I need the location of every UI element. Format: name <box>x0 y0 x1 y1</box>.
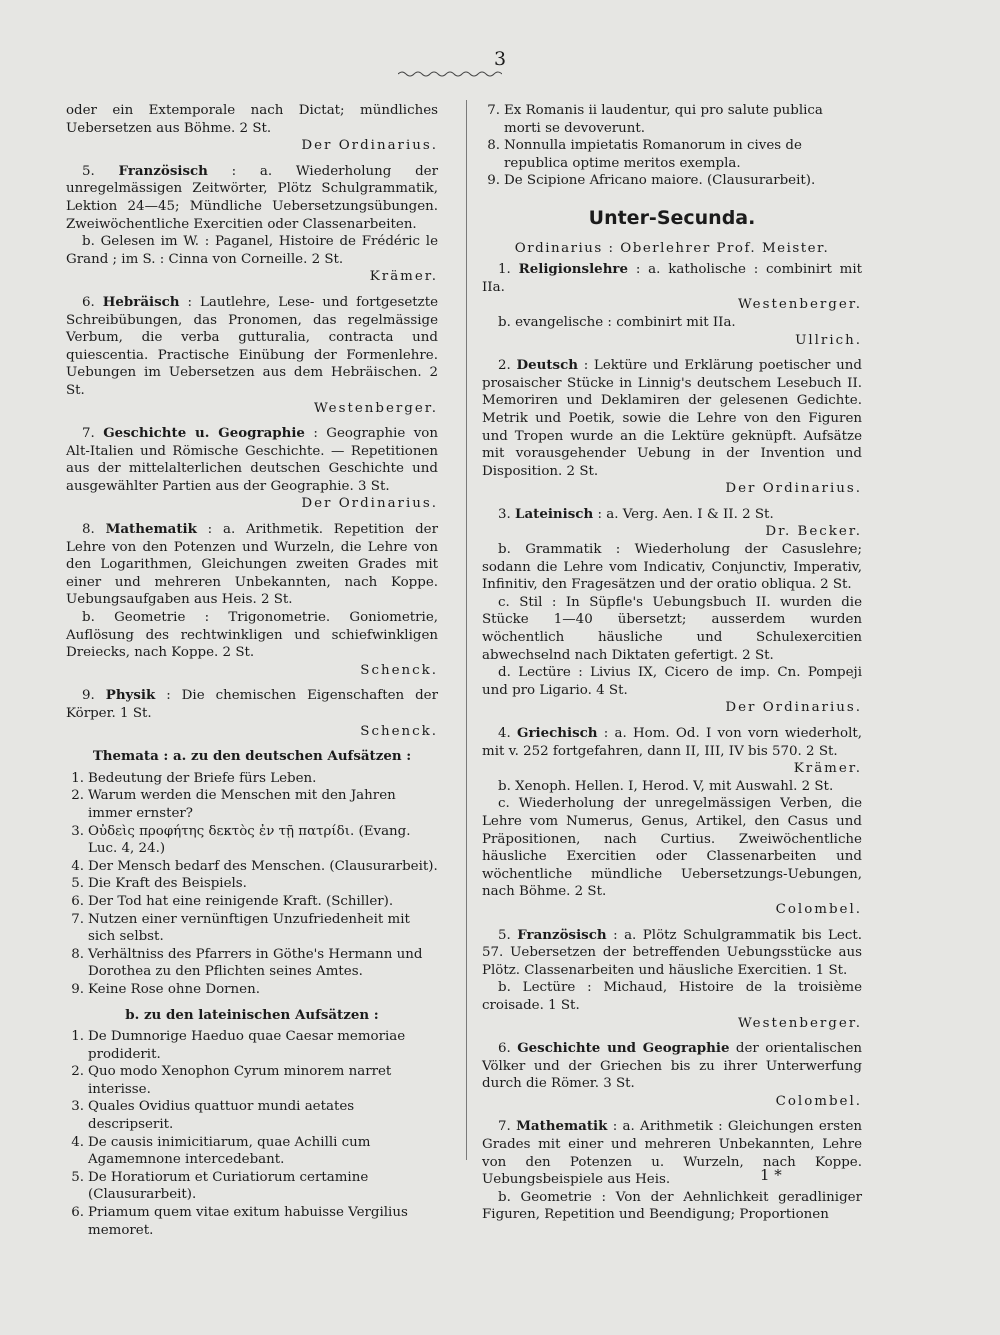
subject-paragraph: d. Lectüre : Livius IX, Cicero de imp. Cn. Pompeji und pro Ligario. 4 St. <box>482 665 862 698</box>
teacher-name: Der Ordinarius. <box>725 481 862 497</box>
subject-block: 3. Lateinisch : a. Verg. Aen. I & II. 2 St. Dr. Becker. b. Grammatik : Wiederholung der Casuslehre; sodann die Lehre vom Indicativ, Conjunctiv, Imperativ, Infinitiv, den Fragesätzen und der oratio obliqua. 2 St. c. Stil : In Süpfle's Uebungsbuch II. wurden die Stücke 1—40 übersetzt; ausserdem wurden wöchentlich häusliche und Schulexercitien abwechselnd nach Diktaten gefertigt. 2 St. d. Lectüre : Livius IX, Cicero de imp. Cn. Pompeji und pro Ligario. 4 St. Der Ordinarius. <box>482 505 862 716</box>
list-item: 1. De Dumnorige Haeduo quae Caesar memoriae prodiderit. <box>71 1029 406 1062</box>
subject-paragraph: a. Plötz Schulgrammatik bis Lect. 57. Uebersetzen der betreffenden Uebungsstücke aus Plötz. Classenarbeiten und häusliche Exercitien. 1 St. <box>482 927 862 978</box>
subject-paragraph: a. Arithmetik : Gleichungen ersten Grades mit einer und mehreren Unbekannten, Lehre von den Potenzen u. Wurzeln, nach Koppe. Uebungsbeispiele aus Heis. <box>482 1119 862 1188</box>
subject-name: Physik <box>105 687 156 704</box>
list-item: 7. Ex Romanis ii laudentur, qui pro salute publica morti se devoverunt. <box>487 103 823 136</box>
german-topics-list <box>66 770 438 999</box>
list-item: 9. Keine Rose ohne Dornen. <box>71 981 260 997</box>
list-item: 6. Der Tod hat eine reinigende Kraft. (Schiller). <box>71 893 394 909</box>
subject-paragraph: Die chemischen Eigenschaften der Körper. 1 St. <box>66 688 438 721</box>
continuation-block <box>66 102 438 155</box>
teacher-name: Der Ordinarius. <box>301 138 438 154</box>
page-number: 3 <box>493 48 507 70</box>
subject-number: 7. <box>498 1119 511 1135</box>
subject-number: 1. <box>498 262 511 278</box>
teacher-name: Westenberger. <box>738 297 862 313</box>
list-item: 3. Οὐδεὶς προφήτης δεκτὸς ἐν τῇ πατρίδι. (Evang. Luc. 4, 24.) <box>71 823 411 857</box>
subject-number: 6. <box>498 1041 511 1057</box>
subject-number: 6. <box>82 294 95 310</box>
subject-block: 5. Französisch : a. Plötz Schulgrammatik bis Lect. 57. Uebersetzen der betreffenden Uebungsstücke aus Plötz. Classenarbeiten und häusliche Exercitien. 1 St. b. Lectüre : Michaud, Histoire de la troisième croisade. 1 St. Westenberger. <box>482 926 862 1031</box>
list-item: 2. Warum werden die Menschen mit den Jahren immer ernster? <box>71 788 396 821</box>
subject-paragraph: b. Grammatik : Wiederholung der Casuslehre; sodann die Lehre vom Indicativ, Conjunctiv, Imperativ, Infinitiv, den Fragesätzen und der oratio obliqua. 2 St. <box>482 542 862 593</box>
subject-paragraph: b. evangelische : combinirt mit IIa. <box>498 314 736 330</box>
right-column <box>482 102 862 1232</box>
subject-paragraph: c. Wiederholung der unregelmässigen Verben, die Lehre vom Numerus, Genus, Artikel, den Casus und Präpositionen, nach Curtius. Zweiwöchentliche häusliche Exercitien oder Classenarbeiten und wöchentliche mündliche Uebersetzungs-Uebungen, nach Böhme. 2 St. <box>482 796 862 900</box>
subject-number: 9. <box>82 688 95 704</box>
subject-block: 2. Deutsch : Lektüre und Erklärung poetischer und prosaischer Stücke in Linnig's deutschem Lesebuch II. Memoriren und Deklamiren der gelesenen Gedichte. Metrik und Poetik, sowie die Lehre von den Figuren und Tropen wurde an die Lektüre geknüpft. Aufsätze mit vorausgehender Uebung in der Invention und Disposition. 2 St. Der Ordinarius. <box>482 357 862 497</box>
subject-name: Griechisch <box>517 725 598 741</box>
left-column <box>66 102 438 1245</box>
list-item: 7. Nutzen einer vernünftigen Unzufriedenheit mit sich selbst. <box>71 911 410 945</box>
teacher-name: Westenberger. <box>314 400 438 416</box>
subject-paragraph: c. Stil : In Süpfle's Uebungsbuch II. wurden die Stücke 1—40 übersetzt; ausserdem wurden wöchentlich häusliche und Schulexercitien abwechselnd nach Diktaten gefertigt. 2 St. <box>482 594 862 663</box>
list-item: 4. Der Mensch bedarf des Menschen. (Clausurarbeit). <box>71 858 438 874</box>
continuation-text: oder ein Extemporale nach Dictat; mündliches Uebersetzen aus Böhme. 2 St. <box>66 103 438 136</box>
subject-paragraph: b. Gelesen im W. : Paganel, Histoire de Frédéric le Grand ; im S. : Cinna von Corneille. 2 St. <box>66 234 438 267</box>
list-item: 5. De Horatiorum et Curiatiorum certamine (Clausurarbeit). <box>71 1169 369 1203</box>
themata-heading: Themata : a. zu den deutschen Aufsätzen : <box>92 748 412 765</box>
subject-paragraph: b. Geometrie : Von der Aehnlichkeit geradliniger Figuren, Repetition und Beendigung; Proportionen <box>482 1189 862 1223</box>
subject-paragraph: b. Lectüre : Michaud, Histoire de la troisième croisade. 1 St. <box>482 980 862 1013</box>
subject-paragraph: Lautlehre, Lese- und fortgesetzte Schreibübungen, das Pronomen, das regelmässige Verbum, die verba gutturalia, contracta und quiescentia. Practische Einübung der Formenlehre. Uebungen im Uebersetzen aus dem Hebräischen. 2 St. <box>66 294 438 398</box>
subject-block: 5. Französisch : a. Wiederholung der unregelmässigen Zeitwörter, Plötz Schulgrammatik, Lektion 24—45; Mündliche Uebersetzungsübungen. Zweiwöchentliche Exercitien oder Classenarbeiten. b. Gelesen im W. : Paganel, Histoire de Frédéric le Grand ; im S. : Cinna von Corneille. 2 St. Krämer. <box>66 162 438 285</box>
list-item: 2. Quo modo Xenophon Cyrum minorem narret interisse. <box>71 1064 392 1097</box>
teacher-name: Westenberger. <box>738 1015 862 1031</box>
subject-number: 4. <box>498 726 511 741</box>
subject-number: 5. <box>82 163 95 179</box>
subject-name: Mathematik <box>105 521 197 538</box>
section-title: Unter-Secunda. <box>588 206 756 229</box>
subject-block: 6. Hebräisch : Lautlehre, Lese- und fortgesetzte Schreibübungen, das Pronomen, das regelmässige Verbum, die verba gutturalia, contracta und quiescentia. Practische Einübung der Formenlehre. Uebungen im Uebersetzen aus dem Hebräischen. 2 St. Westenberger. <box>66 293 438 416</box>
subject-block: 9. Physik : Die chemischen Eigenschaften der Körper. 1 St. Schenck. <box>66 687 438 739</box>
list-item: 4. De causis inimicitiarum, quae Achilli cum Agamemnone intercedebant. <box>71 1134 371 1168</box>
subject-paragraph: a. katholische : combinirt mit IIa. <box>482 262 863 295</box>
latin-topics-cont-list <box>482 102 862 190</box>
subject-name: Religionslehre <box>518 261 629 278</box>
teacher-name: Schenck. <box>360 723 438 739</box>
subject-block: 8. Mathematik : a. Arithmetik. Repetition der Lehre von den Potenzen und Wurzeln, die Lehre von den Logarithmen, Gleichungen zweiten Grades mit einer und mehreren Unbekannten, nach Koppe. Uebungsaufgaben aus Heis. 2 St. b. Geometrie : Trigonometrie. Goniometrie, Auflösung des rechtwinkligen und schiefwinkligen Dreiecks, nach Koppe. 2 St. Schenck. <box>66 521 438 678</box>
teacher-name: Ullrich. <box>795 332 862 348</box>
subject-paragraph: Geographie von Alt-Italien und Römische Geschichte. — Repetitionen aus der mittelalterlichen deutschen Geschichte und ausgewählter Partien aus der Geographie. 3 St. <box>66 426 438 494</box>
subject-paragraph: der orientalischen Völker und der Griechen bis zu ihrer Unterwerfung durch die Römer. 3 St. <box>482 1041 862 1092</box>
list-item: 5. Die Kraft des Beispiels. <box>71 876 247 892</box>
list-item: 1. Bedeutung der Briefe fürs Leben. <box>71 770 317 786</box>
subject-paragraph: b. Xenoph. Hellen. I, Herod. V, mit Auswahl. 2 St. <box>498 778 834 794</box>
list-item: 3. Quales Ovidius quattuor mundi aetates descripserit. <box>71 1099 355 1133</box>
teacher-name: Schenck. <box>360 662 438 678</box>
subject-name: Geschichte u. Geographie <box>103 425 305 442</box>
subject-name: Französisch <box>517 926 607 943</box>
teacher-name: Dr. Becker. <box>765 524 862 540</box>
ordinarius-line: Ordinarius : Oberlehrer Prof. Meister. <box>514 240 830 256</box>
subject-name: Hebräisch <box>102 293 180 310</box>
subject-block: 1. Religionslehre : a. katholische : combinirt mit IIa. Westenberger. b. evangelische : combinirt mit IIa. Ullrich. <box>482 261 863 348</box>
list-item: 8. Nonnulla impietatis Romanorum in cives de republica optime meritos exempla. <box>487 138 802 171</box>
latin-topics-list <box>66 1028 438 1239</box>
list-item: 6. Priamum quem vitae exitum habuisse Vergilius memoret. <box>71 1205 408 1238</box>
teacher-name: Colombel. <box>775 901 862 917</box>
subject-name: Geschichte und Geographie <box>517 1040 730 1057</box>
teacher-name: Krämer. <box>793 761 862 777</box>
column-divider <box>466 100 467 1160</box>
subject-paragraph: Lektüre und Erklärung poetischer und prosaischer Stücke in Linnig's deutschem Lesebuch II. Memoriren und Deklamiren der gelesenen Gedichte. Metrik und Poetik, sowie die Lehre von den Figuren und Tropen wurde an die Lektüre geknüpft. Aufsätze mit vorausgehender Uebung in der Invention und Disposition. 2 St. <box>482 358 862 479</box>
subject-paragraph: b. Geometrie : Trigonometrie. Goniometrie, Auflösung des rechtwinkligen und schiefwinkligen Dreiecks, nach Koppe. 2 St. <box>66 610 438 661</box>
subject-block: 7. Mathematik : a. Arithmetik : Gleichungen ersten Grades mit einer und mehreren Unbekannten, Lehre von den Potenzen u. Wurzeln, nach Koppe. Uebungsbeispiele aus Heis. b. Geometrie : Von der Aehnlichkeit geradliniger Figuren, Repetition und Beendigung; Proportionen <box>482 1118 862 1223</box>
subject-number: 7. <box>82 426 95 442</box>
subject-number: 5. <box>498 927 511 943</box>
teacher-name: Colombel. <box>775 1093 862 1109</box>
subject-block <box>482 1040 862 1110</box>
subject-number: 8. <box>82 522 95 538</box>
subject-block: 7. Geschichte u. Geographie : Geographie von Alt-Italien und Römische Geschichte. — Repetitionen aus der mittelalterlichen deutschen Geschichte und ausgewählter Partien aus der Geographie. 3 St. Der Ordinarius. <box>66 425 438 512</box>
list-item: 9. De Scipione Africano maiore. (Clausurarbeit). <box>487 173 816 189</box>
subject-paragraph: a. Verg. Aen. I & II. 2 St. <box>606 506 774 522</box>
subject-name: Lateinisch <box>515 505 594 522</box>
teacher-name: Der Ordinarius. <box>725 700 862 716</box>
subject-paragraph: a. Arithmetik. Repetition der Lehre von den Potenzen und Wurzeln, die Lehre von den Logarithmen, Gleichungen zweiten Grades mit einer und mehreren Unbekannten, nach Koppe. Uebungsaufgaben aus Heis. 2 St. <box>66 522 438 608</box>
list-item: 8. Verhältniss des Pfarrers in Göthe's Hermann und Dorothea zu den Pflichten seines Amtes. <box>71 946 423 980</box>
subject-paragraph: a. Hom. Od. I von vorn wiederholt, mit v. 252 fortgefahren, dann II, III, IV bis 570. 2 St. <box>482 726 862 759</box>
teacher-name: Der Ordinarius. <box>301 496 438 512</box>
signature-mark: 1 * <box>760 1166 782 1184</box>
subject-name: Deutsch <box>516 357 578 374</box>
subject-name: Französisch <box>118 162 208 179</box>
subject-name: Mathematik <box>516 1118 608 1135</box>
subject-paragraph: a. Wiederholung der unregelmässigen Zeitwörter, Plötz Schulgrammatik, Lektion 24—45; Mündliche Uebersetzungsübungen. Zweiwöchentliche Exercitien oder Classenarbeiten. <box>66 163 438 232</box>
ornament-wave <box>398 70 502 78</box>
subject-number: 3. <box>498 506 511 522</box>
subject-block: 4. Griechisch : a. Hom. Od. I von vorn wiederholt, mit v. 252 fortgefahren, dann II, III, IV bis 570. 2 St. Krämer. b. Xenoph. Hellen. I, Herod. V, mit Auswahl. 2 St. c. Wiederholung der unregelmässigen Verben, die Lehre vom Numerus, Genus, Artikel, den Casus und Präpositionen, nach Curtius. Zweiwöchentliche häusliche Exercitien oder Classenarbeiten und wöchentliche mündliche Uebersetzungs-Uebungen, nach Böhme. 2 St. Colombel. <box>482 725 862 917</box>
teacher-name: Krämer. <box>369 269 438 285</box>
latin-heading: b. zu den lateinischen Aufsätzen : <box>125 1006 379 1023</box>
subject-number: 2. <box>498 358 511 374</box>
